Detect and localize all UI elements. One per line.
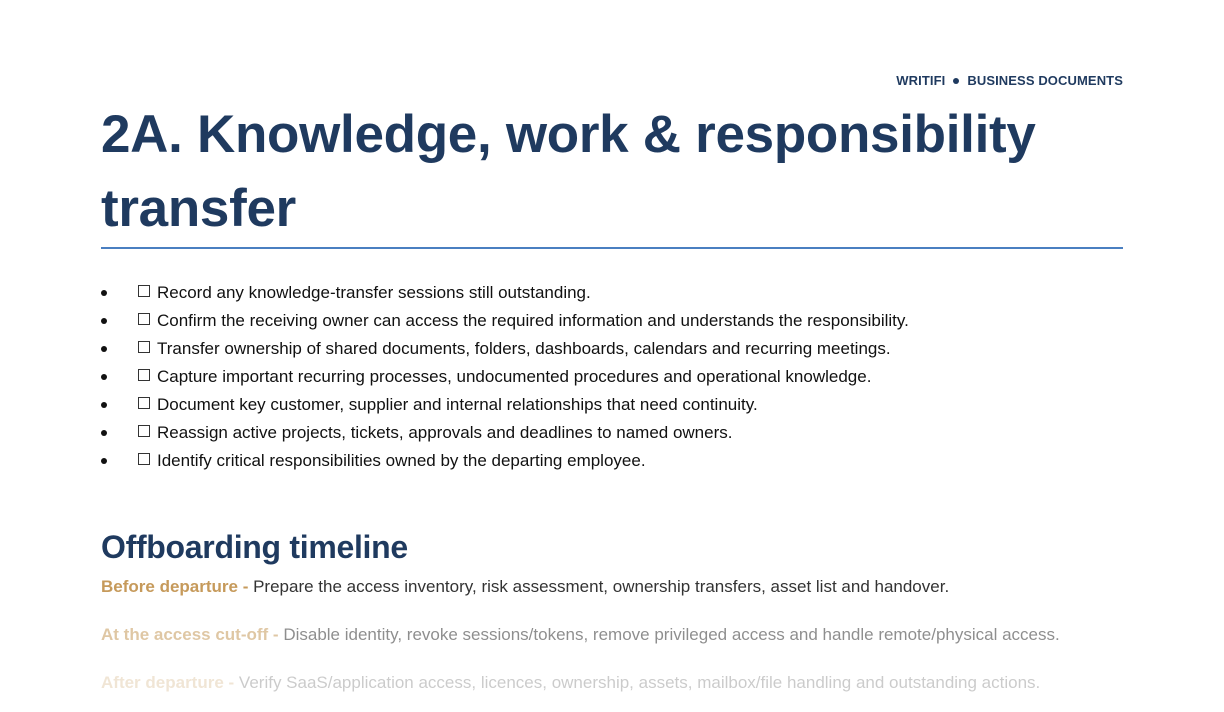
timeline-label: At the access cut-off - (101, 625, 284, 644)
checklist-item (101, 419, 1123, 447)
timeline-text: Prepare the access inventory, risk assessment, ownership transfers, asset list and handover. (253, 577, 950, 596)
checkbox[interactable] (138, 397, 150, 409)
checklist-item (101, 279, 1123, 307)
timeline-label: After departure - (101, 673, 239, 692)
checklist-item (101, 447, 1123, 475)
timeline-text: Disable identity, revoke sessions/tokens, remove privileged access and handle remote/physical access. (283, 625, 1060, 644)
section-heading: Offboarding timeline (101, 529, 408, 565)
checkbox[interactable] (138, 369, 150, 381)
checkbox[interactable] (138, 285, 150, 297)
timeline-text: Verify SaaS/application access, licences, ownership, assets, mailbox/file handling and outstanding actions. (238, 673, 1041, 692)
brand-section: BUSINESS DOCUMENTS (967, 73, 1123, 88)
checklist-item-text: Transfer ownership of shared documents, folders, dashboards, calendars and recurring meetings. (157, 339, 891, 358)
brand-name: WRITIFI (896, 73, 946, 88)
title-divider (101, 247, 1123, 249)
bullet-icon (101, 458, 107, 464)
bullet-icon (101, 318, 107, 324)
checklist-item (101, 335, 1123, 363)
checklist-item-text: Capture important recurring processes, undocumented procedures and operational knowledge. (157, 367, 872, 386)
bullet-icon (101, 346, 107, 352)
checklist-item (101, 391, 1123, 419)
checklist-item-text: Record any knowledge-transfer sessions still outstanding. (157, 283, 591, 302)
timeline-label: Before departure - (101, 577, 254, 596)
checklist-item-text: Confirm the receiving owner can access the required information and understands the responsibility. (157, 311, 909, 330)
timeline-row-before (101, 575, 1151, 599)
bullet-icon (101, 290, 107, 296)
checklist (101, 279, 1123, 475)
checkbox[interactable] (138, 341, 150, 353)
checkbox[interactable] (138, 425, 150, 437)
header-brand (896, 73, 1123, 88)
checklist-item-text: Document key customer, supplier and internal relationships that need continuity. (157, 395, 758, 414)
separator-dot-icon (953, 78, 959, 84)
page-title: 2A. Knowledge, work & responsibility transfer (101, 105, 1036, 238)
bullet-icon (101, 402, 107, 408)
checklist-item-text: Reassign active projects, tickets, approvals and deadlines to named owners. (157, 423, 733, 442)
bullet-icon (101, 430, 107, 436)
checklist-item (101, 307, 1123, 335)
checkbox[interactable] (138, 453, 150, 465)
timeline-row-cutoff (101, 623, 1151, 647)
checklist-item-text: Identify critical responsibilities owned by the departing employee. (157, 451, 646, 470)
checklist-item (101, 363, 1123, 391)
checkbox[interactable] (138, 313, 150, 325)
bullet-icon (101, 374, 107, 380)
timeline-row-after (101, 671, 1151, 695)
